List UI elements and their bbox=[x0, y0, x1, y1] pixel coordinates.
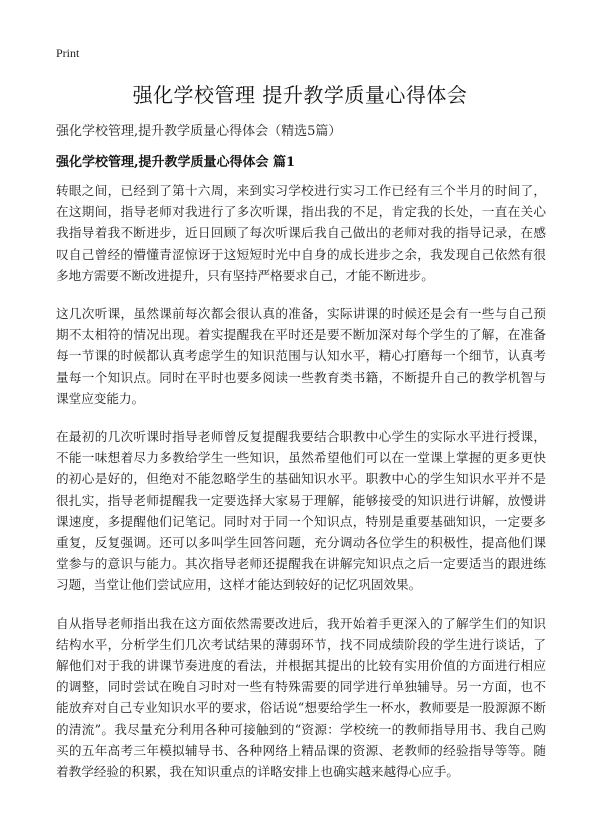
print-link[interactable]: Print bbox=[56, 46, 80, 60]
paragraph: 转眼之间，已经到了第十六周，来到实习学校进行实习工作已经有三个半月的时间了，在这期间，指导老师对我进行了多次听课，指出我的不足，肯定我的长处，一直在关心我指导着我不断进步，近日回顾了每次听课后我自己做出的老师对我的指导记录，在感叹自己曾经的懵懂青涩惊讶于这短短时光中自身的成长进步之余，我发现自己依然有很多地方需要不断改进提升，只有坚持严格要求自己，才能不断进步。 bbox=[56, 183, 546, 283]
section-heading: 强化学校管理,提升教学质量心得体会 篇1 bbox=[56, 155, 296, 170]
paragraph: 这几次听课，虽然课前每次都会很认真的准备，实际讲课的时候还是会有一些与自己预期不太相符的情况出现。着实提醒我在平时还是要不断加深对每个学生的了解，在准备每一节课的时候都认真考虑学生的知识范围与认知水平，精心打磨每一个细节，认真考量每一个知识点。同时在平时也要多阅读一些教育类书籍，不断提升自己的教学机智与课堂应变能力。 bbox=[56, 306, 546, 406]
paragraph: 在最初的几次听课时指导老师曾反复提醒我要结合职教中心学生的实际水平进行授课，不能一味想着尽力多教给学生一些知识，虽然希望他们可以在一堂课上掌握的更多更快的初心是好的，但绝对不能忽略学生的基础知识水平。职教中心的学生知识水平并不是很扎实，指导老师提醒我一定要选择大家易于理解，能够接受的知识进行讲解，放慢讲课速度，多提醒他们记笔记。同时对于同一个知识点，特别是重要基础知识，一定要多重复，反复强调。还可以多叫学生回答问题，充分调动各位学生的积极性，提高他们课堂参与的意识与能力。其次指导老师还提醒我在讲解完知识点之后一定要适当的跟进练习题，当堂让他们尝试应用，这样才能达到较好的记忆巩固效果。 bbox=[56, 429, 546, 593]
document-subtitle: 强化学校管理,提升教学质量心得体会（精选5篇） bbox=[56, 124, 342, 139]
document-title: 强化学校管理 提升教学质量心得体会 bbox=[132, 83, 468, 107]
paragraph: 自从指导老师指出我在这方面依然需要改进后，我开始着手更深入的了解学生们的知识结构水平，分析学生们几次考试结果的薄弱环节，找不同成绩阶段的学生进行谈话，了解他们对于我的讲课节奏进度的看法，并根据其提出的比较有实用价值的方面进行相应的调整，同时尝试在晚自习时对一些有特殊需要的同学进行单独辅导。另一方面，也不能放弃对自己专业知识水平的要求，俗话说“想要给学生一杯水，教师要是一股源源不断的清流”。我尽量充分利用各种可接触到的“资源：学校统一的教师指导用书、我自己购买的五年高考三年模拟辅导书、各种网络上精品课的资源、老教师的经验指导等等。随着教学经验的积累，我在知识重点的详略安排上也确实越来越得心应手。 bbox=[56, 615, 546, 780]
article-body bbox=[56, 180, 546, 799]
